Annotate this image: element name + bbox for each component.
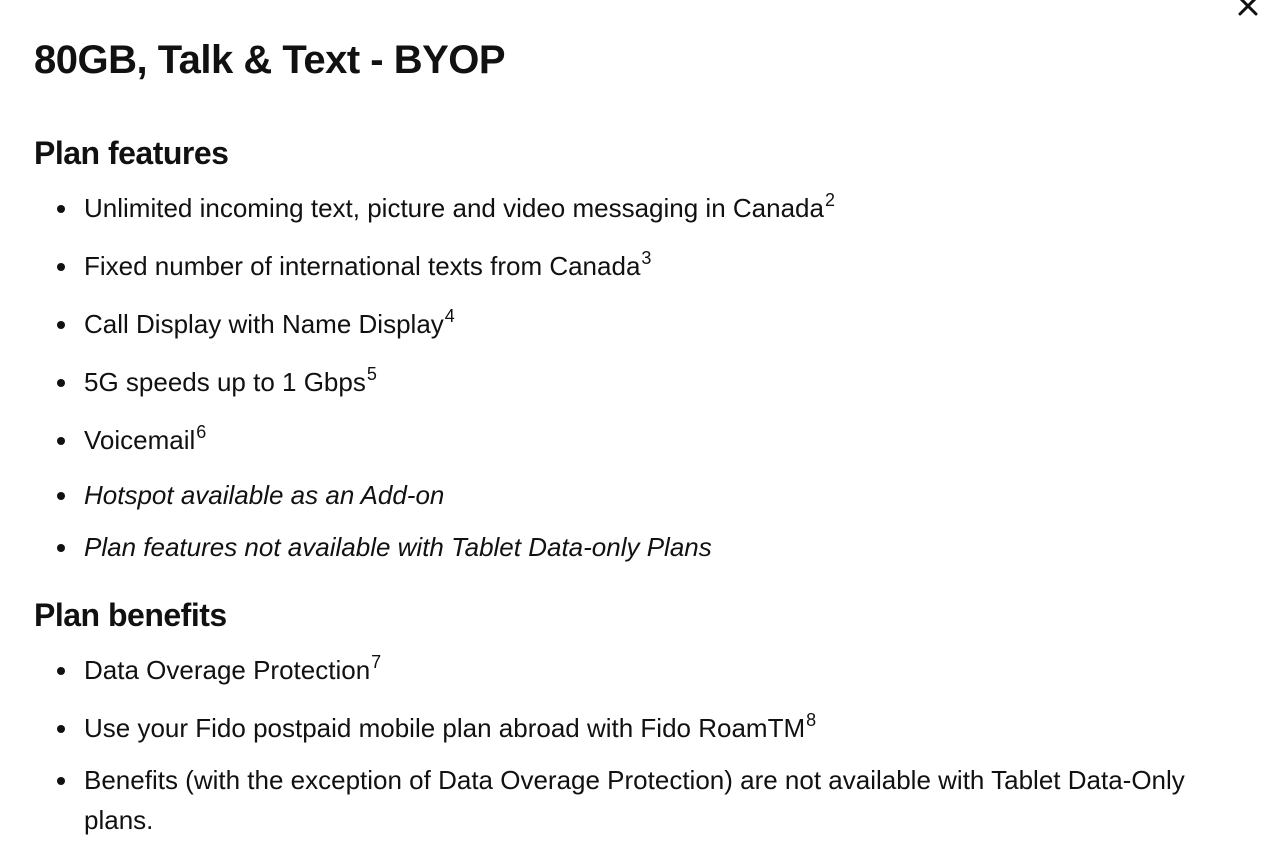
feature-item: Call Display with Name Display$^4$	[34, 304, 835, 362]
feature-item: Voicemail$^6$	[34, 420, 835, 475]
close-icon	[1236, 0, 1260, 18]
footnote-ref[interactable]: 3	[641, 248, 652, 268]
feature-item: Unlimited incoming text, picture and video messaging in Canada$^2$	[34, 188, 835, 246]
plan-features-heading: Plan features	[34, 135, 229, 171]
benefit-item: Use your Fido postpaid mobile plan abroad with Fido RoamTM$^8$	[34, 708, 1204, 760]
feature-item: 5G speeds up to 1 Gbps$^5$	[34, 362, 835, 420]
footnote-ref[interactable]: 7	[371, 652, 382, 672]
footnote-ref[interactable]: 6	[196, 422, 207, 442]
close-button[interactable]	[1234, 0, 1262, 18]
benefit-item: Data Overage Protection$^7$	[34, 650, 1204, 708]
footnote-ref[interactable]: 5	[366, 364, 377, 384]
plan-benefits-heading: Plan benefits	[34, 597, 227, 633]
feature-item: Plan features not available with Tablet Data-only Plans	[34, 527, 835, 579]
plan-benefits-list	[34, 650, 1204, 840]
feature-item: Fixed number of international texts from Canada$^3$	[34, 246, 835, 304]
feature-item: Hotspot available as an Add-on	[34, 475, 835, 527]
footnote-ref[interactable]: 2	[824, 190, 835, 210]
footnote-ref[interactable]: 8	[806, 710, 817, 730]
benefit-item: Benefits (with the exception of Data Overage Protection) are not available with Tablet Data-Only plans.	[34, 760, 1204, 840]
footnote-ref[interactable]: 4	[444, 306, 455, 326]
plan-features-list	[34, 188, 835, 579]
plan-title: 80GB, Talk & Text - BYOP	[34, 38, 506, 82]
